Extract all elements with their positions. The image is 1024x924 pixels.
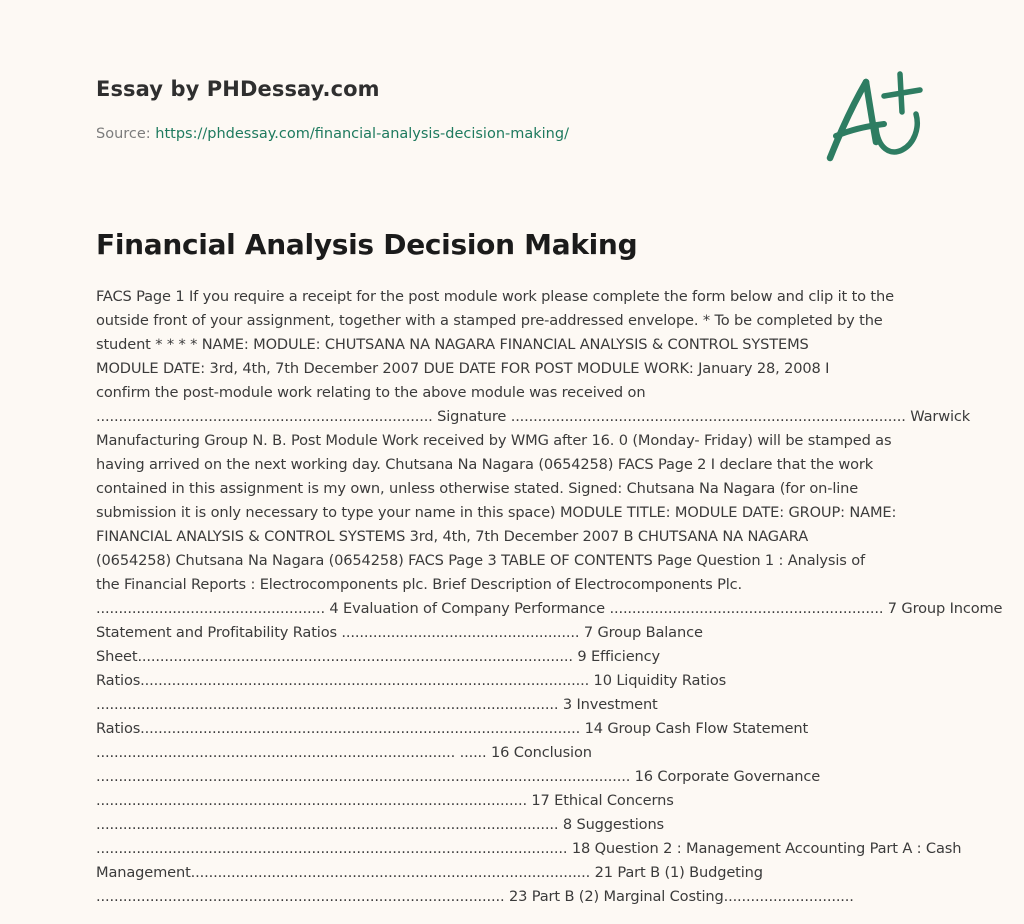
body-line: student * * * * NAME: MODULE: CHUTSANA NA NAGARA FINANCIAL ANALYSIS & CONTROL SYSTEMS xyxy=(96,336,809,353)
body-line: confirm the post-module work relating to the above module was received on xyxy=(96,384,646,401)
page-header xyxy=(96,74,796,144)
toc-line: ......................................................................................................... 18 Question 2 : Management Accounting Part A : Cash xyxy=(96,840,962,857)
body-line: MODULE DATE: 3rd, 4th, 7th December 2007 DUE DATE FOR POST MODULE WORK: January 28, 2008 I xyxy=(96,360,830,377)
toc-line: ................................................... 4 Evaluation of Company Performance ............................................................. 7 Group Income xyxy=(96,600,1003,617)
toc-line: ........................................................................................... 23 Part B (2) Marginal Costing............................. xyxy=(96,888,854,905)
body-line: ........................................................................... Signature ........................................................................................ Warwick xyxy=(96,408,971,425)
source-link[interactable]: https://phdessay.com/financial-analysis-decision-making/ xyxy=(155,126,569,142)
body-line: FINANCIAL ANALYSIS & CONTROL SYSTEMS 3rd, 4th, 7th December 2007 B CHUTSANA NA NAGARA xyxy=(96,528,809,545)
body-line: the Financial Reports : Electrocomponents plc. Brief Description of Electrocomponents Plc. xyxy=(96,576,743,593)
toc-line: ................................................................................ ...... 16 Conclusion xyxy=(96,744,592,761)
toc-line: Ratios.................................................................................................. 14 Group Cash Flow Statement xyxy=(96,720,809,737)
toc-line: ....................................................................................................... 8 Suggestions xyxy=(96,816,665,833)
toc-line: Management......................................................................................... 21 Part B (1) Budgeting xyxy=(96,864,763,881)
document-body xyxy=(96,285,1003,909)
body-line: submission it is only necessary to type your name in this space) MODULE TITLE: MODULE DATE: GROUP: NAME: xyxy=(96,504,897,521)
toc-line: ................................................................................................ 17 Ethical Concerns xyxy=(96,792,674,809)
document-title: Financial Analysis Decision Making xyxy=(96,228,638,261)
source-line xyxy=(96,124,796,144)
body-line: FACS Page 1 If you require a receipt for the post module work please complete the form below and clip it to the xyxy=(96,288,894,305)
toc-line: ....................................................................................................... 3 Investment xyxy=(96,696,658,713)
body-line: Manufacturing Group N. B. Post Module Work received by WMG after 16. 0 (Monday- Friday) will be stamped as xyxy=(96,432,892,449)
site-title: Essay by PHDessay.com xyxy=(96,77,380,101)
a-plus-grade-icon xyxy=(822,68,928,166)
body-line: outside front of your assignment, together with a stamped pre-addressed envelope. * To be completed by the xyxy=(96,312,883,329)
body-line: having arrived on the next working day. Chutsana Na Nagara (0654258) FACS Page 2 I declare that the work xyxy=(96,456,874,473)
body-line: (0654258) Chutsana Na Nagara (0654258) FACS Page 3 TABLE OF CONTENTS Page Question 1 : Analysis of xyxy=(96,552,865,569)
body-line: contained in this assignment is my own, unless otherwise stated. Signed: Chutsana Na Nagara (for on-line xyxy=(96,480,859,497)
toc-line: Ratios.................................................................................................... 10 Liquidity Ratios xyxy=(96,672,727,689)
toc-line: Sheet................................................................................................. 9 Efficiency xyxy=(96,648,660,665)
source-label: Source: xyxy=(96,126,151,142)
toc-line: ....................................................................................................................... 16 Corporate Governance xyxy=(96,768,821,785)
toc-line: Statement and Profitability Ratios ..................................................... 7 Group Balance xyxy=(96,624,703,641)
